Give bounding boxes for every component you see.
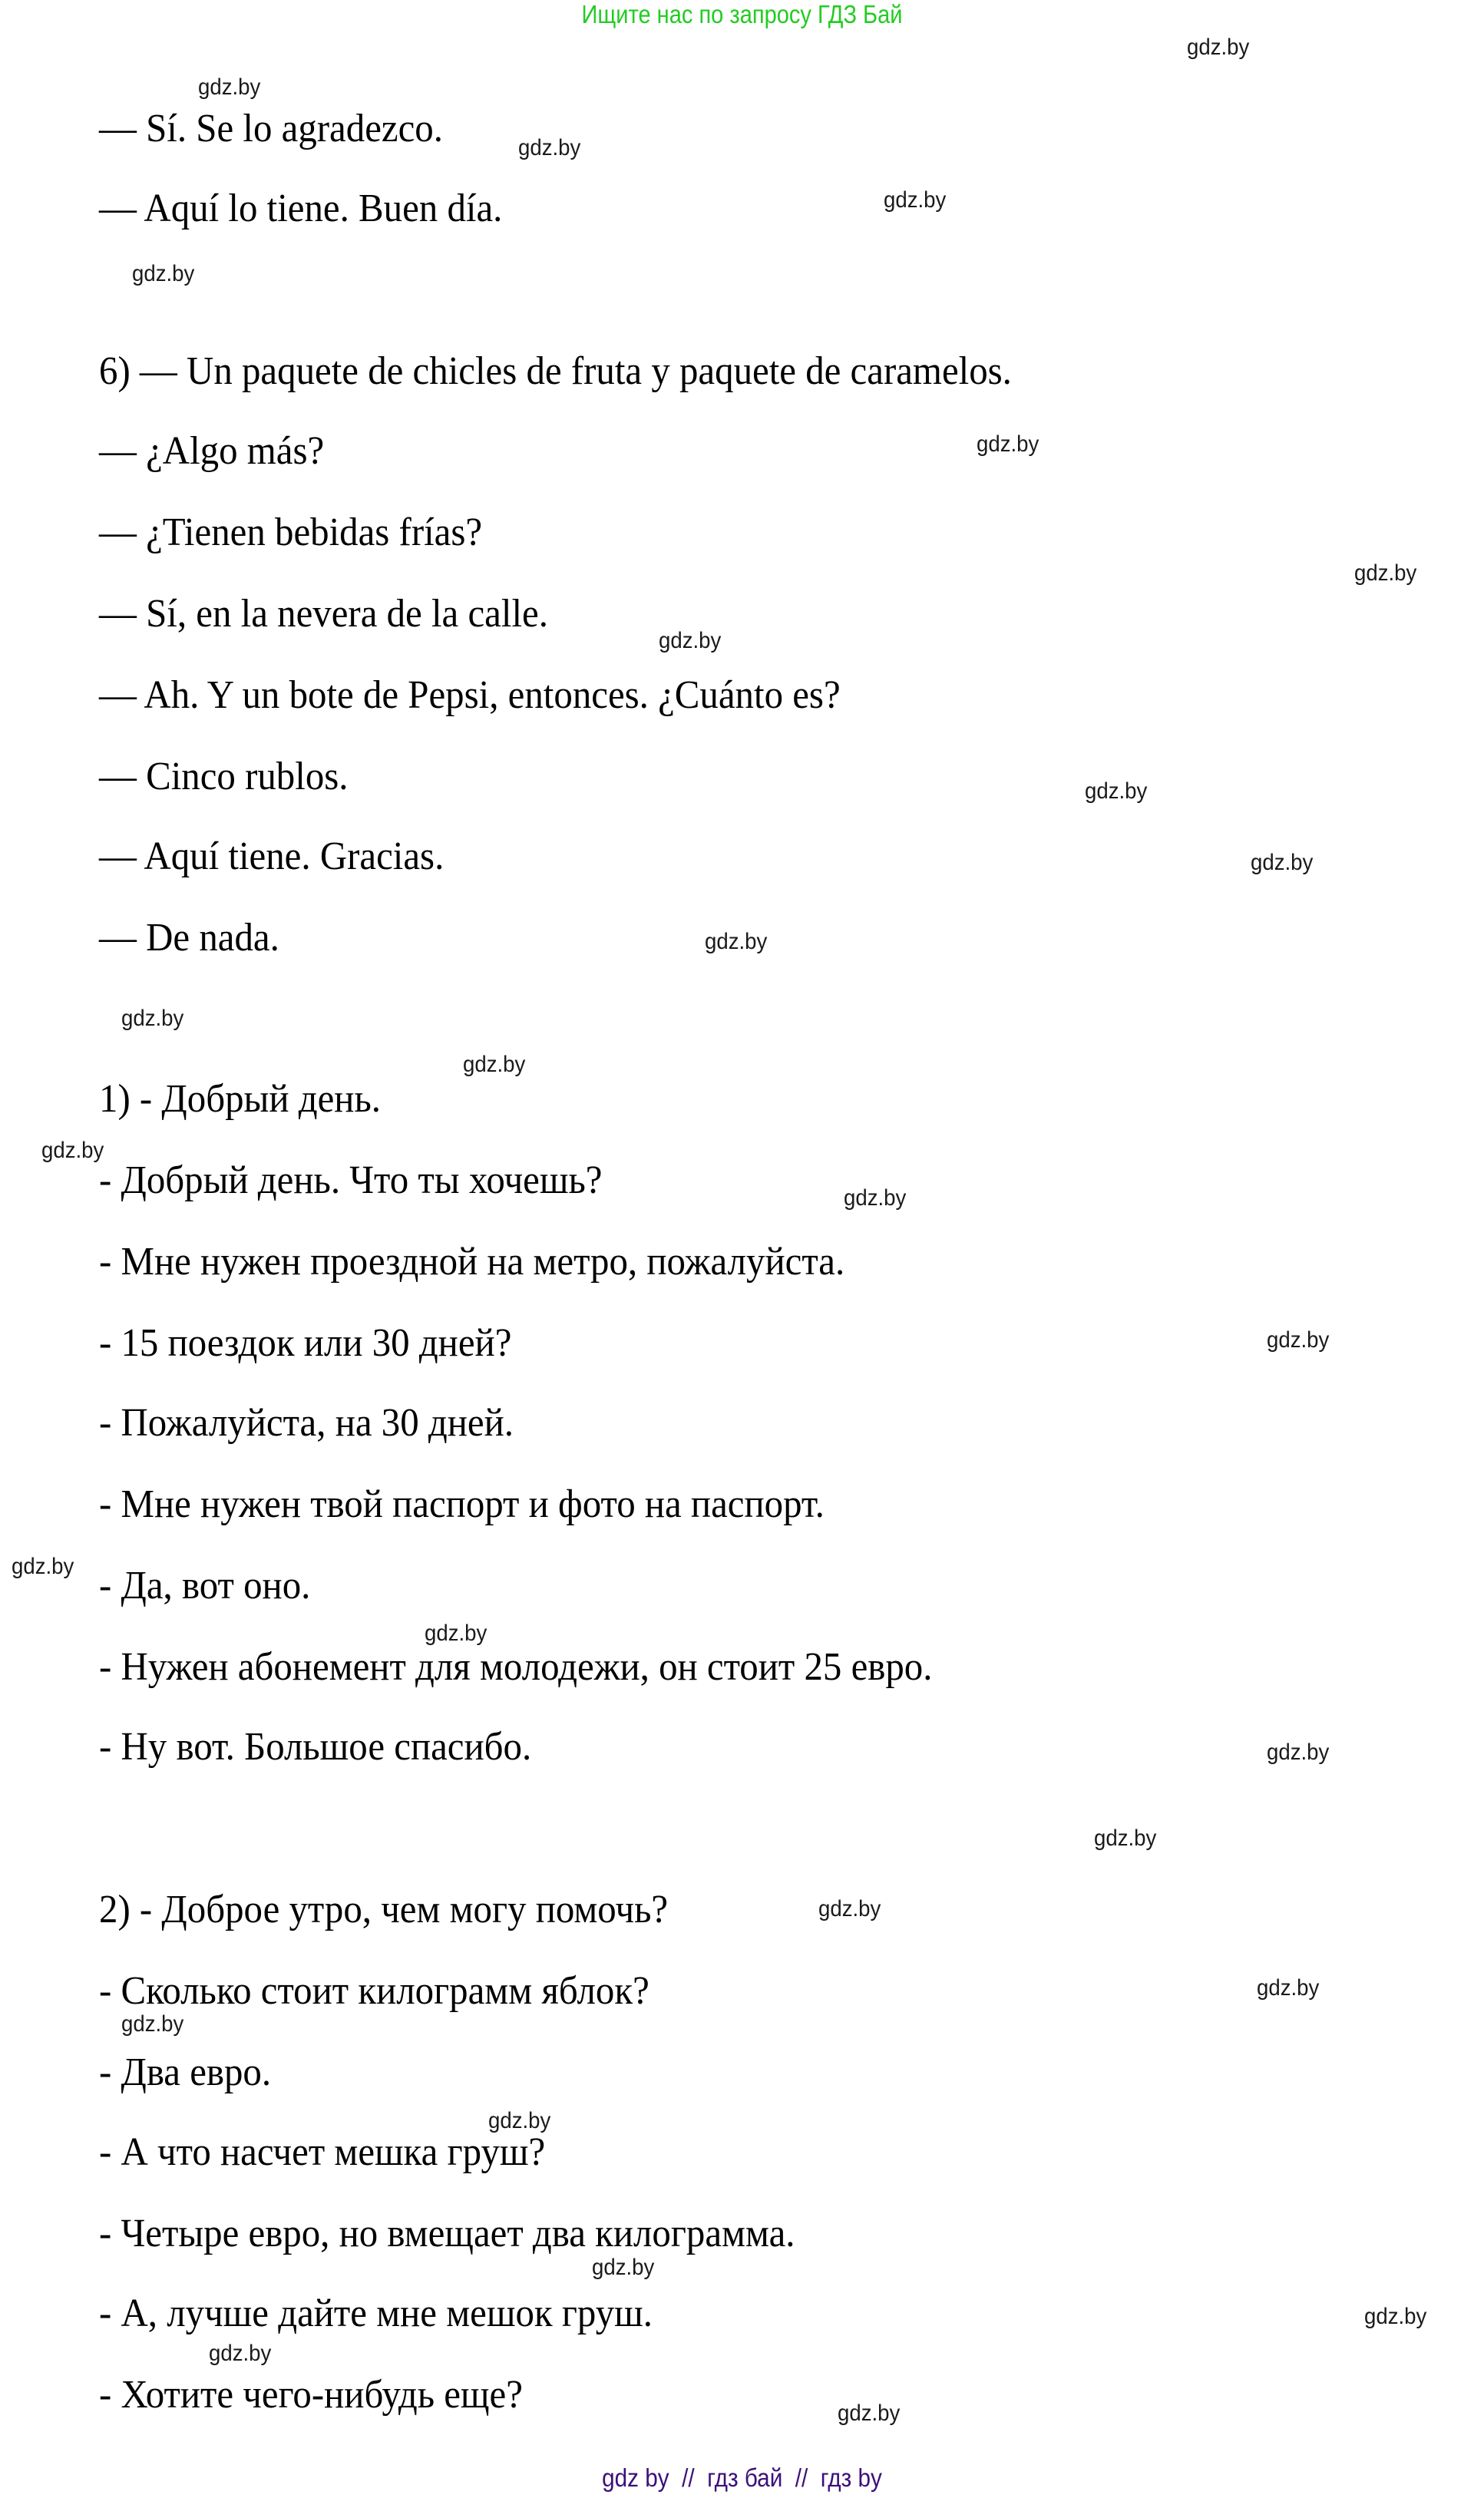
watermark: gdz.by xyxy=(488,2108,551,2133)
dialogue-6-title-line: 6) — Un paquete de chicles de fruta y paquete de caramelos. xyxy=(99,349,1012,393)
dialogue-line: — Cinco rublos. xyxy=(99,755,349,798)
dialogue-line: — Ah. Y un bote de Pepsi, entonces. ¿Cuánto es? xyxy=(99,673,841,717)
search-promo-header: Ищите нас по запросу ГДЗ Бай xyxy=(581,0,903,28)
watermark: gdz.by xyxy=(198,74,261,100)
watermark: gdz.by xyxy=(977,431,1039,457)
dialogue-line: - Сколько стоит килограмм яблок? xyxy=(99,1969,649,2013)
dialogue-line: - А что насчет мешка груш? xyxy=(99,2130,546,2174)
dialogue-line: - Да, вот оно. xyxy=(99,1564,311,1608)
watermark: gdz.by xyxy=(884,187,947,213)
dialogue-line: - Два евро. xyxy=(99,2050,272,2094)
watermark: gdz.by xyxy=(1267,1327,1330,1353)
dialogue-line: — De nada. xyxy=(99,916,279,960)
russian-dialogue-2-title-line: 2) - Доброе утро, чем могу помочь? xyxy=(99,1888,669,1931)
watermark: gdz.by xyxy=(1094,1826,1157,1851)
watermark: gdz.by xyxy=(1251,850,1314,875)
watermark: gdz.by xyxy=(659,628,722,653)
dialogue-line: — Aquí tiene. Gracias. xyxy=(99,834,445,878)
watermark: gdz.by xyxy=(818,1896,881,1921)
site-footer-links: gdz by // гдз бай // гдз by xyxy=(602,2463,882,2492)
watermark: gdz.by xyxy=(463,1052,526,1077)
dialogue-line: — ¿Tienen bebidas frías? xyxy=(99,511,483,554)
dialogue-line: - 15 поездок или 30 дней? xyxy=(99,1321,512,1365)
watermark: gdz.by xyxy=(121,2011,184,2037)
watermark: gdz.by xyxy=(425,1621,488,1646)
dialogue-line: — Sí, en la nevera de la calle. xyxy=(99,592,548,636)
watermark: gdz.by xyxy=(1085,778,1148,804)
dialogue-line: - Четыре евро, но вмещает два килограмма. xyxy=(99,2212,795,2255)
watermark: gdz.by xyxy=(592,2255,655,2280)
dialogue-line: - Мне нужен твой паспорт и фото на паспорт. xyxy=(99,1482,825,1526)
watermark: gdz.by xyxy=(1257,1975,1320,2001)
watermark: gdz.by xyxy=(844,1185,907,1211)
watermark: gdz.by xyxy=(838,2401,901,2426)
watermark: gdz.by xyxy=(1187,35,1250,60)
watermark: gdz.by xyxy=(209,2341,272,2366)
dialogue-line: — Aquí lo tiene. Buen día. xyxy=(99,187,503,230)
watermark: gdz.by xyxy=(121,1006,184,1031)
dialogue-line: - Пожалуйста, на 30 дней. xyxy=(99,1401,514,1445)
watermark: gdz.by xyxy=(705,929,768,954)
watermark: gdz.by xyxy=(41,1138,104,1163)
dialogue-line: — Sí. Se lo agradezco. xyxy=(99,107,443,150)
dialogue-line: - Добрый день. Что ты хочешь? xyxy=(99,1158,603,1202)
watermark: gdz.by xyxy=(132,261,195,286)
russian-dialogue-1-title-line: 1) - Добрый день. xyxy=(99,1077,381,1121)
dialogue-line: - Мне нужен проездной на метро, пожалуйста. xyxy=(99,1240,845,1284)
watermark: gdz.by xyxy=(1364,2304,1427,2329)
dialogue-line: - Хотите чего-нибудь еще? xyxy=(99,2373,523,2417)
watermark: gdz.by xyxy=(518,135,581,160)
dialogue-line: - Нужен абонемент для молодежи, он стоит 25 евро. xyxy=(99,1645,933,1689)
dialogue-line: - А, лучше дайте мне мешок груш. xyxy=(99,2292,653,2335)
watermark: gdz.by xyxy=(1354,560,1417,586)
dialogue-line: — ¿Algo más? xyxy=(99,429,325,473)
watermark: gdz.by xyxy=(1267,1740,1330,1765)
watermark: gdz.by xyxy=(12,1554,74,1579)
dialogue-line: - Ну вот. Большое спасибо. xyxy=(99,1725,532,1769)
